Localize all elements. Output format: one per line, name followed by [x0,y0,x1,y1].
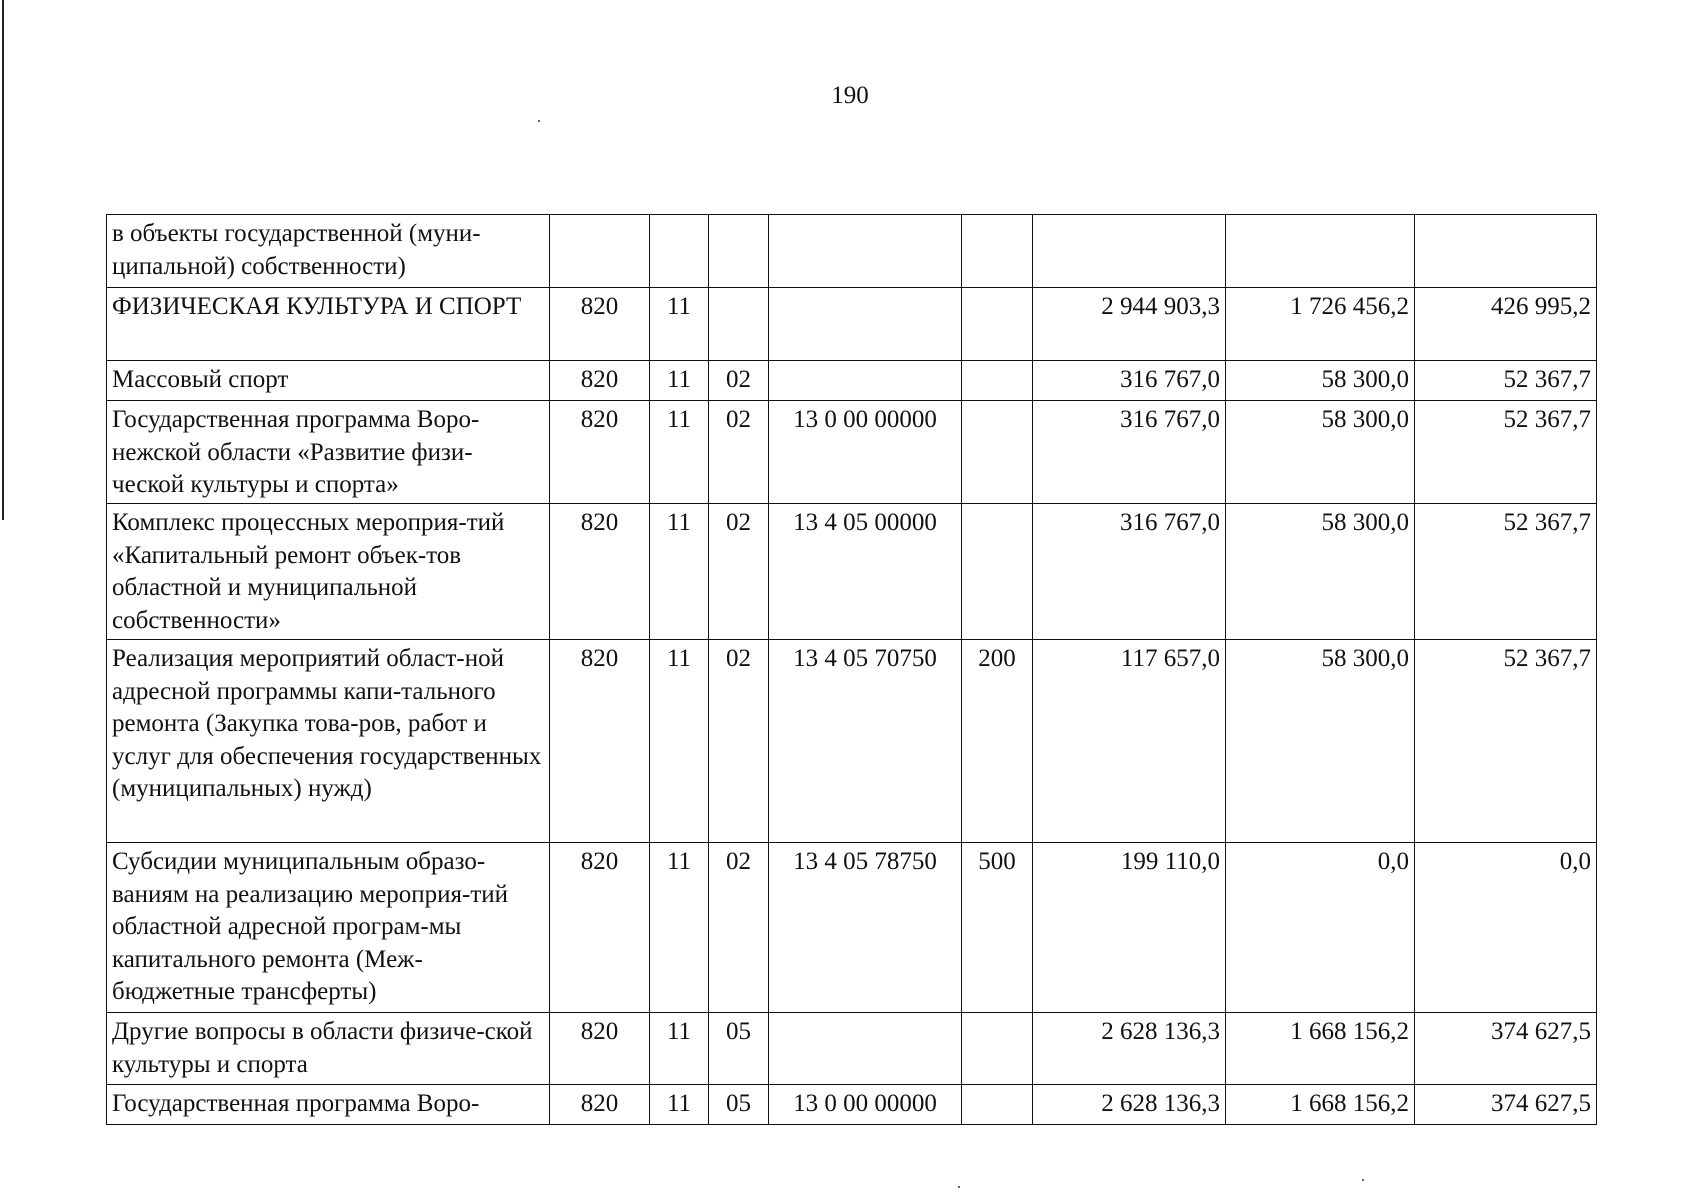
row-name: Субсидии муниципальным образо-ваниям на реализацию мероприя-тий областной адресной програм-мы капитального ремонта (Меж-бюджетные трансферты) [107,843,550,1013]
amount-year-1: 316 767,0 [1033,504,1226,640]
target-article-code: 13 4 05 00000 [769,504,962,640]
expense-type-code [962,288,1033,361]
table-row [107,288,1597,361]
row-name: Реализация мероприятий област-ной адресной программы капи-тального ремонта (Закупка това-ров, работ и услуг для обеспечения государственных (муниципальных) нужд) [107,640,550,843]
scan-speck [538,120,540,122]
ved-code [550,215,650,288]
table-row [107,1085,1597,1125]
amount-year-1 [1033,215,1226,288]
row-name: Государственная программа Воро-нежской области «Развитие физи-ческой культуры и спорта» [107,401,550,504]
budget-table [106,214,1597,1125]
subsection-code: 02 [709,640,769,843]
table-row [107,215,1597,288]
scan-speck [1362,1179,1364,1181]
section-code: 11 [650,504,709,640]
expense-type-code [962,504,1033,640]
section-code: 11 [650,640,709,843]
section-code: 11 [650,843,709,1013]
amount-year-2: 0,0 [1226,843,1415,1013]
amount-year-2: 1 726 456,2 [1226,288,1415,361]
amount-year-2: 1 668 156,2 [1226,1085,1415,1125]
table-row [107,640,1597,843]
target-article-code: 13 4 05 78750 [769,843,962,1013]
amount-year-3: 52 367,7 [1415,504,1597,640]
subsection-code [709,288,769,361]
section-code: 11 [650,1085,709,1125]
subsection-code: 05 [709,1085,769,1125]
section-code: 11 [650,401,709,504]
section-code: 11 [650,361,709,401]
ved-code: 820 [550,843,650,1013]
page-edge-line [2,0,4,520]
amount-year-3: 374 627,5 [1415,1085,1597,1125]
target-article-code [769,215,962,288]
table-row [107,843,1597,1013]
subsection-code: 02 [709,361,769,401]
ved-code: 820 [550,640,650,843]
amount-year-3 [1415,215,1597,288]
expense-type-code [962,1085,1033,1125]
row-name: в объекты государственной (муни-ципальной) собственности) [107,215,550,288]
amount-year-1: 2 944 903,3 [1033,288,1226,361]
ved-code: 820 [550,1013,650,1085]
amount-year-1: 2 628 136,3 [1033,1085,1226,1125]
amount-year-3: 52 367,7 [1415,401,1597,504]
expense-type-code [962,1013,1033,1085]
section-code: 11 [650,288,709,361]
amount-year-3: 374 627,5 [1415,1013,1597,1085]
subsection-code [709,215,769,288]
amount-year-2 [1226,215,1415,288]
table-row [107,504,1597,640]
expense-type-code [962,215,1033,288]
target-article-code [769,1013,962,1085]
table-row [107,401,1597,504]
page-number: 190 [831,82,869,109]
row-name: Государственная программа Воро- [107,1085,550,1125]
subsection-code: 05 [709,1013,769,1085]
expense-type-code [962,361,1033,401]
ved-code: 820 [550,504,650,640]
amount-year-2: 58 300,0 [1226,401,1415,504]
ved-code: 820 [550,401,650,504]
amount-year-3: 426 995,2 [1415,288,1597,361]
scan-speck [958,1186,960,1188]
amount-year-2: 58 300,0 [1226,504,1415,640]
target-article-code: 13 0 00 00000 [769,401,962,504]
target-article-code: 13 4 05 70750 [769,640,962,843]
ved-code: 820 [550,1085,650,1125]
expense-type-code: 500 [962,843,1033,1013]
amount-year-1: 316 767,0 [1033,361,1226,401]
expense-type-code: 200 [962,640,1033,843]
section-code [650,215,709,288]
ved-code: 820 [550,361,650,401]
amount-year-3: 52 367,7 [1415,640,1597,843]
row-name: Комплекс процессных мероприя-тий «Капитальный ремонт объек-тов областной и муниципальной собственности» [107,504,550,640]
row-name: Другие вопросы в области физиче-ской культуры и спорта [107,1013,550,1085]
amount-year-2: 58 300,0 [1226,361,1415,401]
amount-year-1: 117 657,0 [1033,640,1226,843]
row-name: Массовый спорт [107,361,550,401]
amount-year-2: 58 300,0 [1226,640,1415,843]
ved-code: 820 [550,288,650,361]
amount-year-1: 2 628 136,3 [1033,1013,1226,1085]
target-article-code [769,361,962,401]
subsection-code: 02 [709,401,769,504]
row-name: ФИЗИЧЕСКАЯ КУЛЬТУРА И СПОРТ [107,288,550,361]
table-row [107,361,1597,401]
table-row [107,1013,1597,1085]
expense-type-code [962,401,1033,504]
amount-year-3: 0,0 [1415,843,1597,1013]
target-article-code [769,288,962,361]
amount-year-1: 316 767,0 [1033,401,1226,504]
target-article-code: 13 0 00 00000 [769,1085,962,1125]
section-code: 11 [650,1013,709,1085]
amount-year-1: 199 110,0 [1033,843,1226,1013]
amount-year-3: 52 367,7 [1415,361,1597,401]
subsection-code: 02 [709,504,769,640]
subsection-code: 02 [709,843,769,1013]
amount-year-2: 1 668 156,2 [1226,1013,1415,1085]
